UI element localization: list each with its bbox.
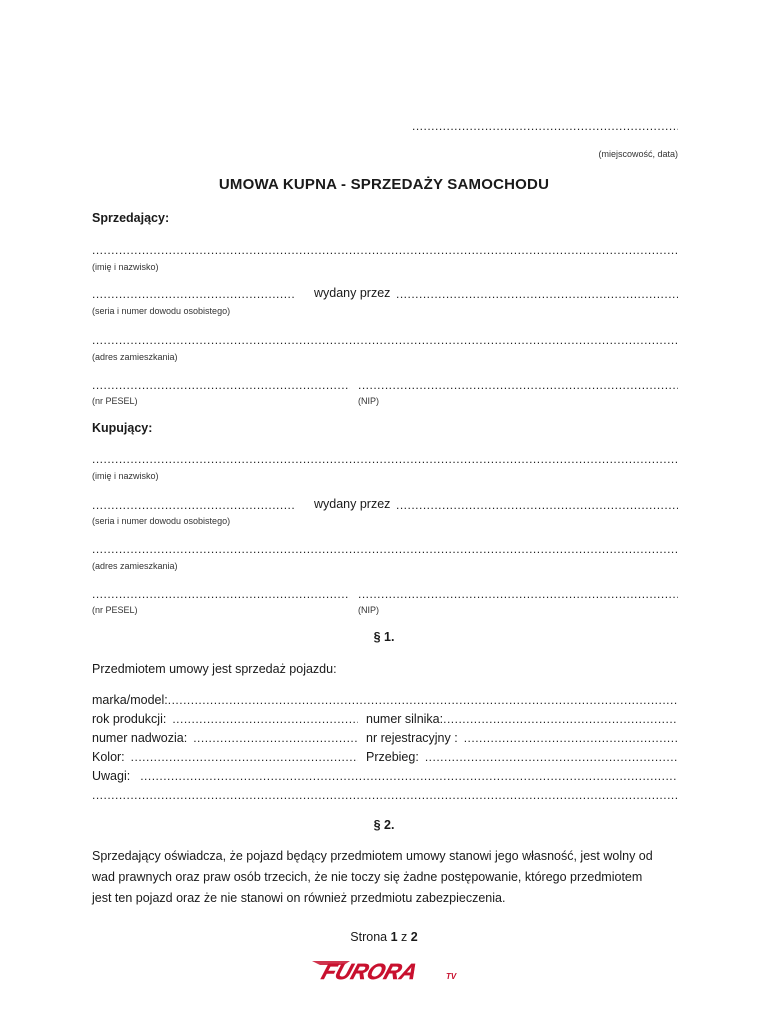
seller-issued-by-line[interactable] [396, 287, 678, 301]
buyer-pesel-caption: (nr PESEL) [92, 605, 138, 615]
buyer-address-caption: (adres zamieszkania) [92, 561, 178, 571]
seller-id-line[interactable] [92, 287, 296, 301]
vehicle-body-row [92, 730, 358, 746]
seller-name-caption: (imię i nazwisko) [92, 262, 159, 272]
vehicle-mileage-row [366, 749, 678, 765]
color-field[interactable] [125, 749, 358, 765]
place-date-line[interactable] [412, 119, 678, 133]
section1-intro: Przedmiotem umowy jest sprzedaż pojazdu: [92, 662, 337, 676]
furora-logo [310, 955, 470, 990]
buyer-issued-by-line[interactable] [396, 498, 678, 512]
make-model-label: marka/model: [92, 693, 168, 707]
vehicle-color-row [92, 749, 358, 765]
seller-pesel-caption: (nr PESEL) [92, 396, 138, 406]
vehicle-engine-row [366, 711, 678, 727]
year-label: rok produkcji: [92, 712, 167, 726]
seller-id-caption: (seria i numer dowodu osobistego) [92, 306, 231, 316]
section2-line: Sprzedający oświadcza, że pojazd będący przedmiotem umowy stanowi jego własność, jest wolny od [92, 849, 653, 863]
seller-issued-by-label: wydany przez [314, 286, 391, 300]
engine-number-label: numer silnika: [366, 712, 444, 726]
page-current: 1 [390, 930, 398, 944]
buyer-heading: Kupujący: [92, 421, 153, 435]
mileage-label: Przebieg: [366, 750, 419, 764]
body-number-field[interactable] [187, 730, 358, 746]
section2-line: jest ten pojazd oraz że nie stanowi on również przedmiotu zabezpieczenia. [92, 891, 506, 905]
year-field[interactable] [166, 711, 358, 727]
registration-label: nr rejestracyjny : [366, 731, 458, 745]
seller-address-line[interactable] [92, 333, 678, 347]
mileage-field[interactable] [419, 749, 678, 765]
seller-nip-line[interactable] [358, 378, 678, 392]
vehicle-make-model-row [92, 692, 678, 708]
buyer-nip-caption: (NIP) [358, 605, 379, 615]
buyer-address-line[interactable] [92, 542, 678, 556]
seller-heading: Sprzedający: [92, 211, 170, 225]
notes-extra-line[interactable] [92, 788, 678, 802]
buyer-pesel-line[interactable] [92, 587, 350, 601]
vehicle-registration-row [366, 730, 678, 746]
buyer-id-caption: (seria i numer dowodu osobistego) [92, 516, 231, 526]
buyer-nip-line[interactable] [358, 587, 678, 601]
page-of: z [401, 930, 408, 944]
page-total: 2 [410, 930, 418, 944]
document-title: UMOWA KUPNA - SPRZEDAŻY SAMOCHODU [218, 176, 550, 193]
buyer-name-line[interactable] [92, 452, 678, 466]
logo-suffix: TV [446, 972, 457, 981]
seller-name-line[interactable] [92, 243, 678, 257]
buyer-id-line[interactable] [92, 498, 296, 512]
section2-line: wad prawnych oraz praw osób trzecich, że nie toczy się żadne postępowanie, którego przedmiotem [92, 870, 643, 884]
section2-paragraph [92, 846, 682, 909]
place-date-caption: (miejscowość, data) [598, 149, 678, 159]
engine-number-field[interactable] [443, 711, 678, 727]
page-prefix: Strona [350, 930, 388, 944]
notes-label: Uwagi: [92, 769, 131, 783]
body-number-label: numer nadwozia: [92, 731, 188, 745]
seller-address-caption: (adres zamieszkania) [92, 352, 178, 362]
seller-nip-caption: (NIP) [358, 396, 379, 406]
notes-field[interactable] [130, 768, 678, 784]
section2-heading: § 2. [373, 818, 395, 832]
logo-text: FURORA [318, 959, 421, 984]
registration-field[interactable] [458, 730, 678, 746]
color-label: Kolor: [92, 750, 125, 764]
seller-pesel-line[interactable] [92, 378, 350, 392]
buyer-name-caption: (imię i nazwisko) [92, 471, 159, 481]
furora-logo-icon [310, 955, 470, 985]
section1-heading: § 1. [373, 630, 395, 644]
buyer-issued-by-label: wydany przez [314, 497, 391, 511]
vehicle-notes-row [92, 768, 678, 784]
make-model-field[interactable] [168, 692, 678, 708]
page-number [0, 929, 768, 945]
vehicle-year-row [92, 711, 358, 727]
